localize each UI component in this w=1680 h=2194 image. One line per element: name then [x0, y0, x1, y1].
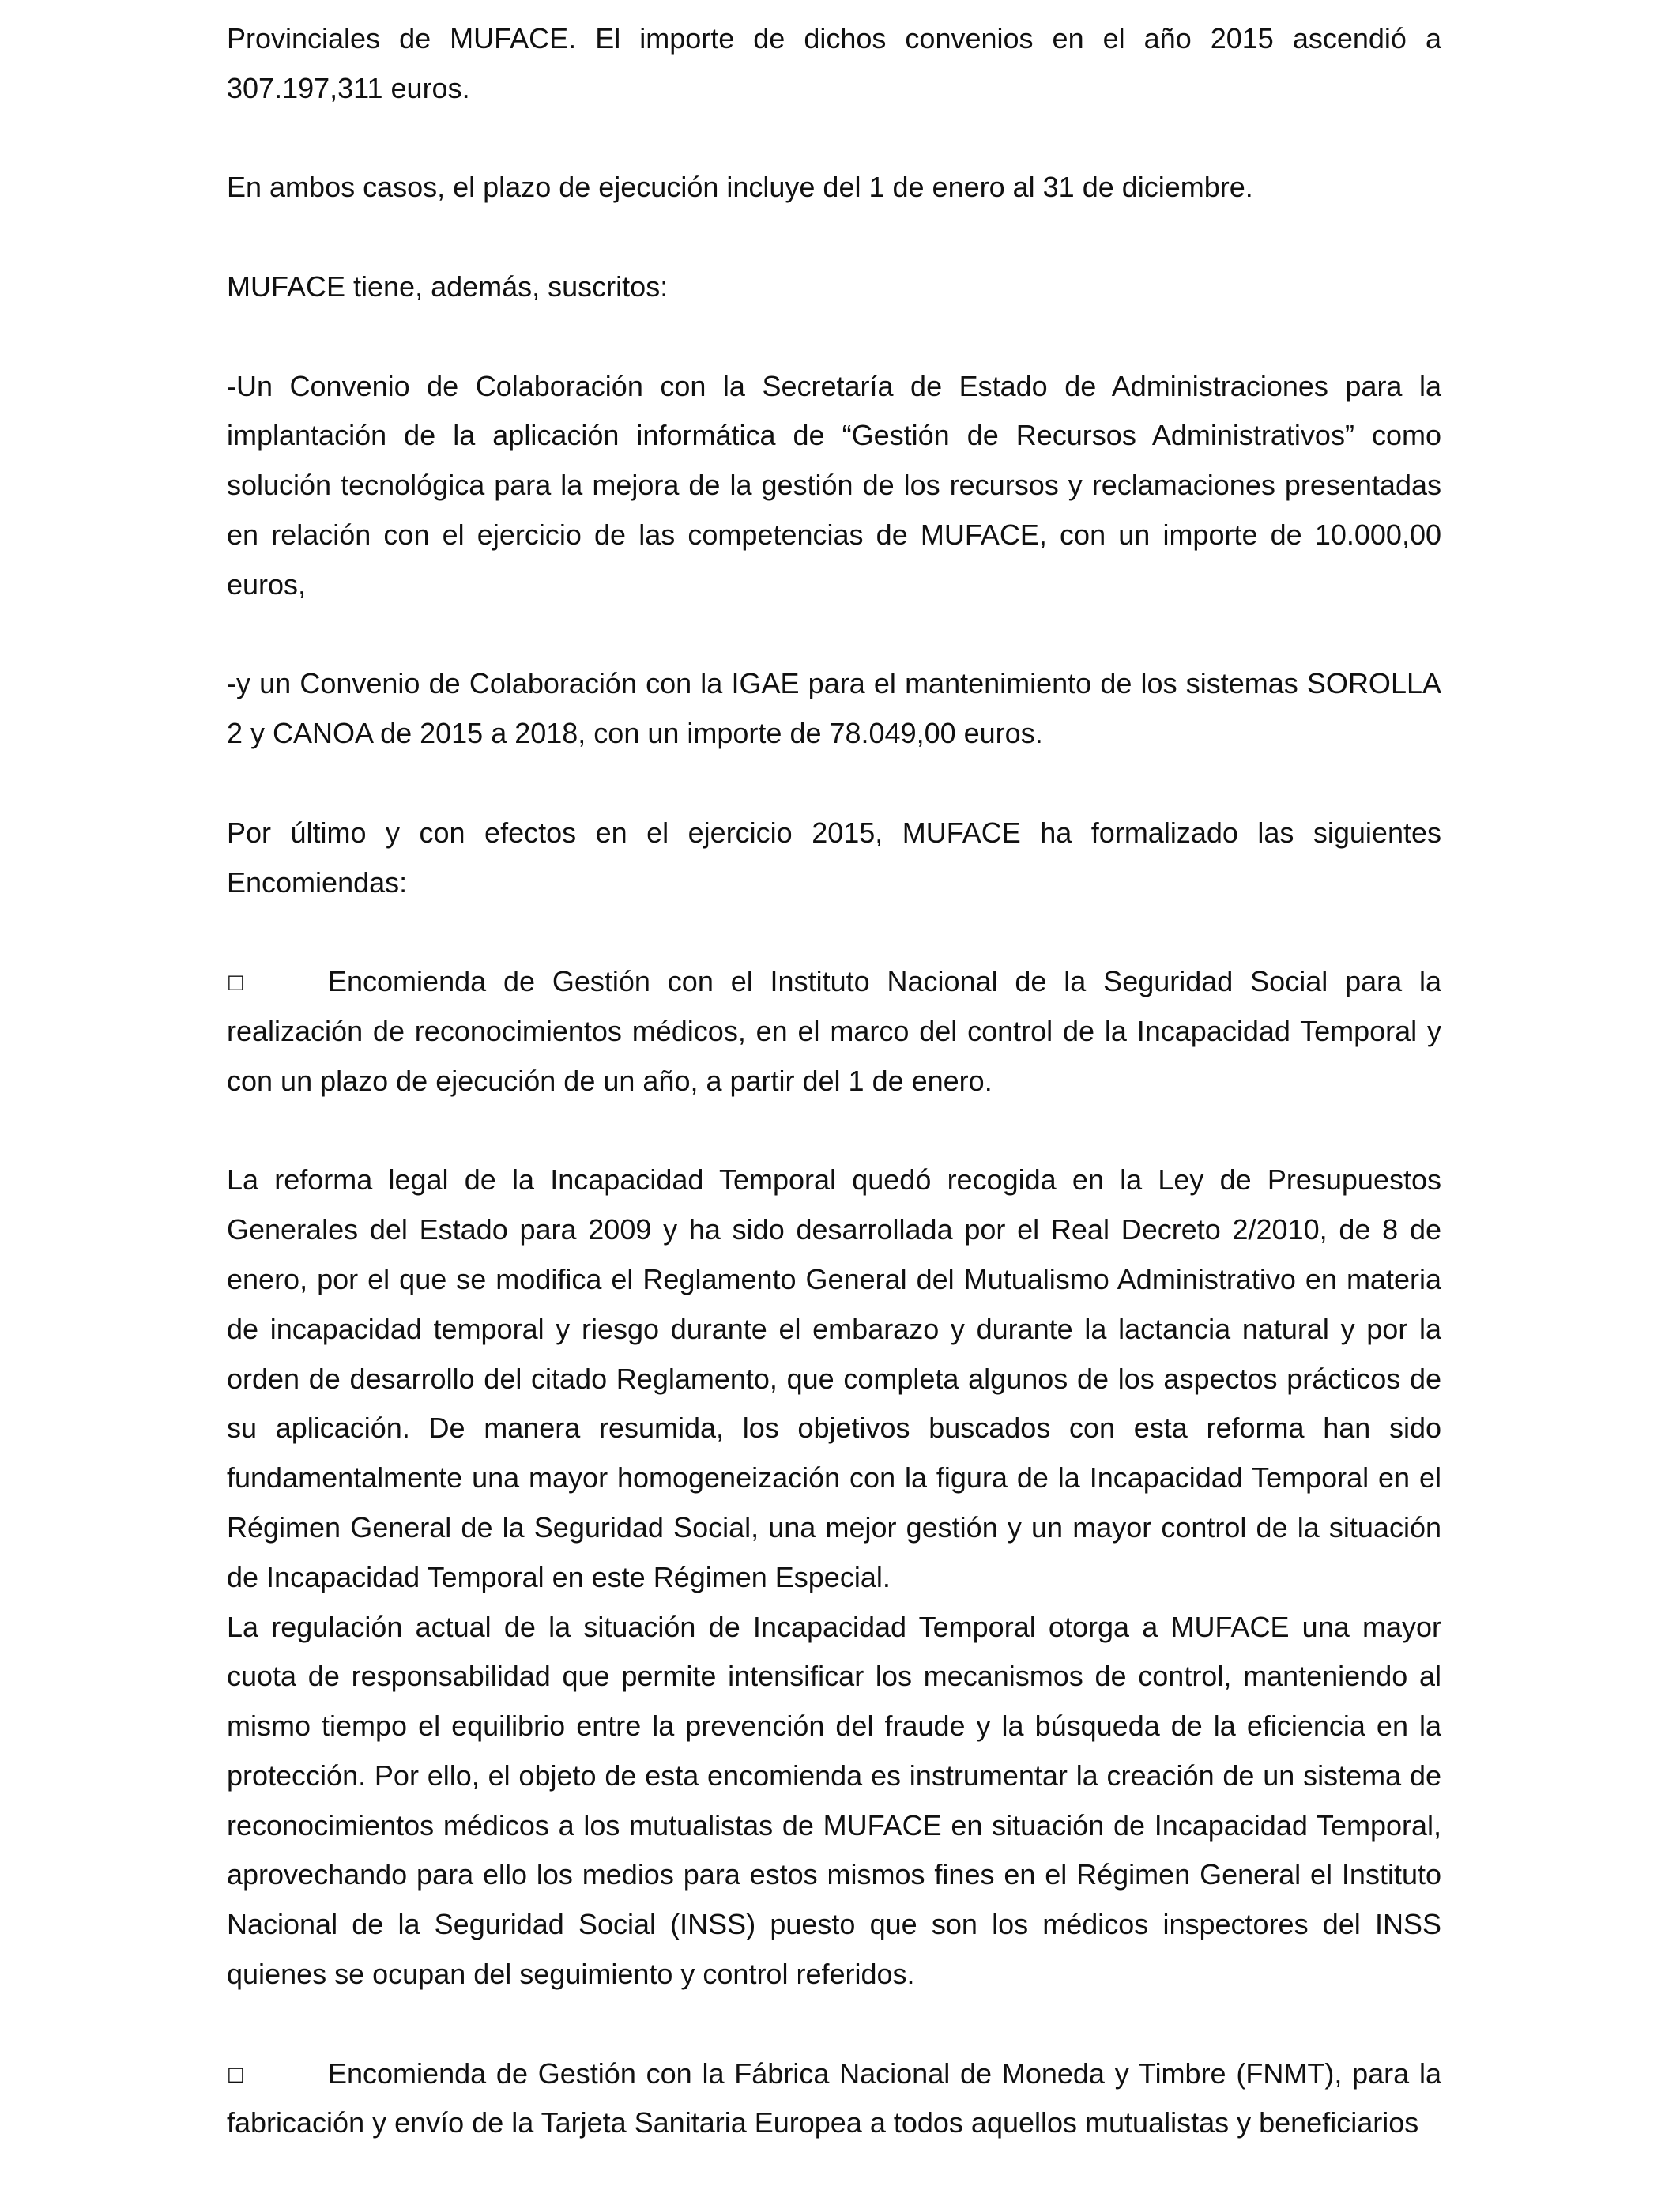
paragraph-reforma-legal: La reforma legal de la Incapacidad Temporal quedó recogida en la Ley de Presupuestos Generales del Estado para 2009 y ha sido desarrollada por el Real Decreto 2/2010, de 8 de enero, por el que se modifica el Reglamento General del Mutualismo Administrativo en materia de incapacidad temporal y riesgo durante el embarazo y durante la lactancia natural y por la orden de desarrollo del citado Reglamento, que completa algunos de los aspectos prácticos de su aplicación. De manera resumida, los objetivos buscados con esta reforma han sido fundamentalmente una mayor homogeneización con la figura de la Incapacidad Temporal en el Régimen General de la Seguridad Social, una mejor gestión y un mayor control de la situación de Incapacidad Temporal en este Régimen Especial.	[227, 1163, 1441, 1593]
paragraph-convenio-secretaria: -Un Convenio de Colaboración con la Secretaría de Estado de Administraciones para la implantación de la aplicación informática de “Gestión de Recursos Administrativos” como solución tecnológica para la mejora de la gestión de los recursos y reclamaciones presentadas en relación con el ejercicio de las competencias de MUFACE, con un importe de 10.000,00 euros,	[227, 369, 1441, 601]
bullet-item-encomienda-fnmt	[227, 2049, 1441, 2149]
bullet-item-encomienda-inss	[227, 957, 1441, 1106]
paragraph-suscritos-intro: MUFACE tiene, además, suscritos:	[227, 270, 669, 303]
square-bullet-icon: □	[227, 971, 245, 993]
bullet-text: Encomienda de Gestión con el Instituto Nacional de la Seguridad Social para la realización de reconocimientos médicos, en el marco del control de la Incapacidad Temporal y con un plazo de ejecución de un año, a partir del 1 de enero.	[227, 965, 1441, 1097]
paragraph-regulacion-actual: La regulación actual de la situación de Incapacidad Temporal otorga a MUFACE una mayor cuota de responsabilidad que permite intensificar los mecanismos de control, manteniendo al mismo tiempo el equilibrio entre la prevención del fraude y la búsqueda de la eficiencia en la protección. Por ello, el objeto de esta encomienda es instrumentar la creación de un sistema de reconocimientos médicos a los mutualistas de MUFACE en situación de Incapacidad Temporal, aprovechando para ello los medios para estos mismos fines en el Régimen General el Instituto Nacional de la Seguridad Social (INSS) puesto que son los médicos inspectores del INSS quienes se ocupan del seguimiento y control referidos.	[227, 1610, 1441, 1991]
bullet-text: Encomienda de Gestión con la Fábrica Nacional de Moneda y Timbre (FNMT), para la fabricación y envío de la Tarjeta Sanitaria Europea a todos aquellos mutualistas y beneficiarios	[227, 2056, 1441, 2139]
square-bullet-icon: □	[227, 2062, 245, 2085]
paragraph-convenio-igae: -y un Convenio de Colaboración con la IGAE para el mantenimiento de los sistemas SOROLLA 2 y CANOA de 2015 a 2018, con un importe de 78.049,00 euros.	[227, 667, 1441, 750]
paragraph-encomiendas-intro: Por último y con efectos en el ejercicio 2015, MUFACE ha formalizado las siguientes Encomiendas:	[227, 816, 1441, 899]
paragraph-plazo-ejecucion: En ambos casos, el plazo de ejecución incluye del 1 de enero al 31 de diciembre.	[227, 171, 1253, 204]
document-body	[227, 14, 1441, 2148]
paragraph-convenios-importe: Provinciales de MUFACE. El importe de dichos convenios en el año 2015 ascendió a 307.197,311 euros.	[227, 22, 1441, 104]
